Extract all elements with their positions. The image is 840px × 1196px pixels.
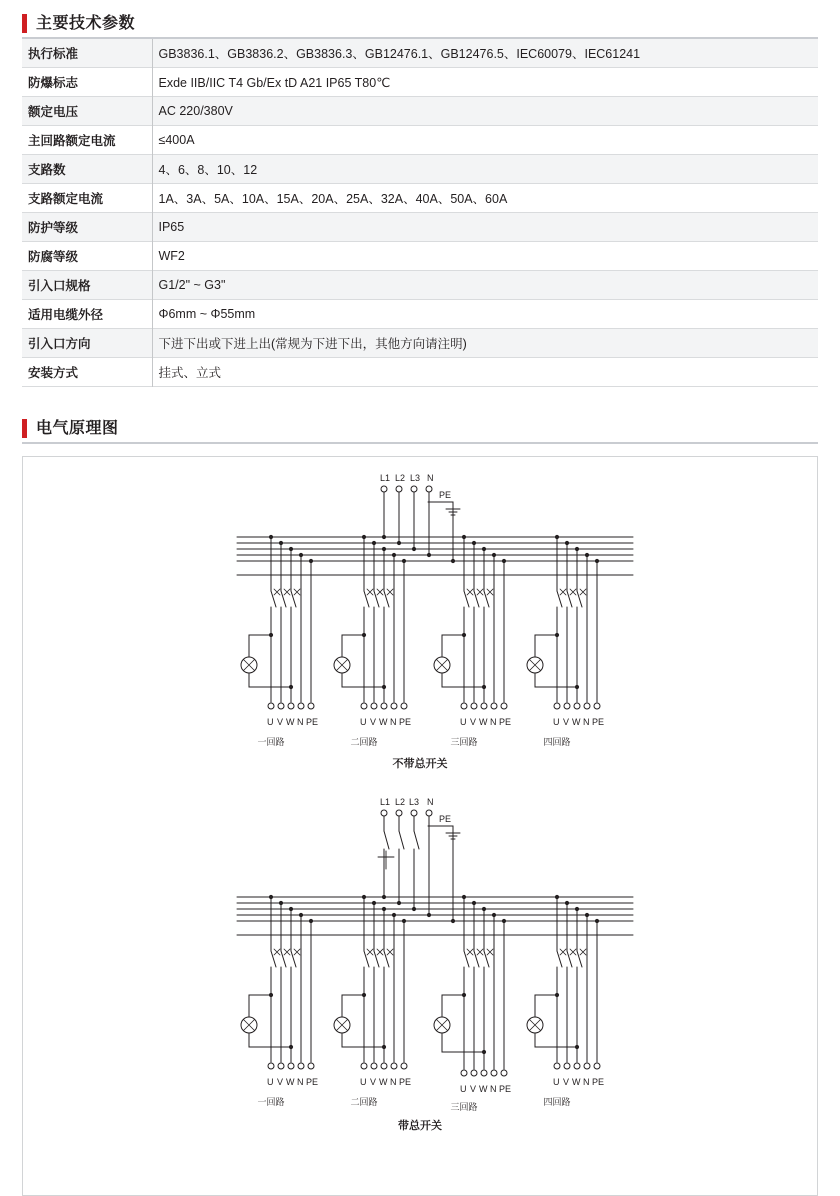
supply-label-l3: L3 — [409, 797, 420, 807]
supply-label-l2: L2 — [395, 473, 406, 483]
svg-text:PE: PE — [592, 1077, 605, 1087]
spec-value: GB3836.1、GB3836.2、GB3836.3、GB12476.1、GB12476.5、IEC60079、IEC61241 — [152, 39, 818, 68]
svg-text:V: V — [370, 717, 377, 727]
spec-key: 适用电缆外径 — [28, 308, 104, 322]
supply-terminal — [381, 486, 387, 492]
main-switch-blade — [414, 831, 419, 849]
main-switch-handle-icon — [378, 851, 394, 869]
supply-terminal — [381, 810, 387, 816]
table-row — [22, 39, 818, 68]
specs-section-header — [22, 0, 818, 39]
supply-label-l2: L2 — [395, 797, 406, 807]
output-terminal — [288, 703, 294, 709]
supply-label-l1: L1 — [380, 473, 391, 483]
branch-group-1 — [241, 537, 318, 747]
svg-text:W: W — [479, 1084, 488, 1094]
svg-text:V: V — [470, 1084, 477, 1094]
spec-value: Exde IIB/IIC T4 Gb/Ex tD A21 IP65 T80℃ — [152, 68, 818, 97]
circuit-label-4: 四回路 — [543, 737, 571, 747]
svg-text:PE: PE — [499, 717, 512, 727]
terminal-label-pe: PE — [306, 717, 319, 727]
svg-text:V: V — [470, 717, 477, 727]
svg-text:N: N — [297, 1077, 304, 1087]
circuit-label-2: 二回路 — [350, 737, 378, 747]
diagram-bottom — [237, 797, 633, 1132]
svg-text:U: U — [460, 717, 467, 727]
specs-section-title: 主要技术参数 — [36, 15, 136, 32]
table-row — [22, 97, 818, 126]
diagram-section-title: 电气原理图 — [36, 420, 119, 437]
output-terminal — [268, 703, 274, 709]
spec-value: IP65 — [152, 213, 818, 242]
main-switch-blade — [384, 831, 389, 849]
table-row — [22, 271, 818, 300]
output-terminal — [278, 703, 284, 709]
spec-key: 主回路额定电流 — [28, 134, 116, 148]
supply-terminal — [426, 810, 432, 816]
svg-text:PE: PE — [399, 717, 412, 727]
spec-value: Φ6mm ~ Φ55mm — [152, 300, 818, 329]
branch-group-3 — [434, 537, 511, 747]
pe-wire — [428, 502, 453, 509]
lamp-return — [249, 673, 291, 687]
svg-text:W: W — [379, 1077, 388, 1087]
terminal-label-v: V — [277, 717, 284, 727]
output-terminal — [298, 703, 304, 709]
spec-key: 防护等级 — [28, 221, 79, 235]
svg-text:U: U — [553, 1077, 560, 1087]
diagram-top — [237, 473, 633, 770]
spec-value: 挂式、立式 — [152, 358, 818, 387]
circuit-label-1: 一回路 — [257, 737, 285, 747]
table-row — [22, 184, 818, 213]
svg-text:U: U — [460, 1084, 467, 1094]
spec-key: 引入口方向 — [28, 337, 91, 351]
supply-terminal — [411, 810, 417, 816]
table-row — [22, 213, 818, 242]
lamp-wire — [249, 635, 271, 657]
branch-group-2 — [334, 537, 411, 747]
pe-wire — [428, 826, 453, 833]
spec-key: 防腐等级 — [28, 250, 79, 264]
circuit-label-3: 三回路 — [450, 737, 478, 747]
spec-key: 支路数 — [28, 163, 66, 177]
spec-value: 下进下出或下进上出(常规为下进下出，其他方向请注明) — [152, 329, 818, 358]
svg-text:PE: PE — [306, 1077, 319, 1087]
circuit-label-1: 一回路 — [257, 1097, 285, 1107]
supply-terminal — [396, 810, 402, 816]
svg-text:V: V — [563, 717, 570, 727]
svg-text:W: W — [286, 1077, 295, 1087]
spec-key: 额定电压 — [28, 105, 79, 119]
table-row — [22, 126, 818, 155]
spec-value: ≤400A — [152, 126, 818, 155]
table-row — [22, 358, 818, 387]
main-switch-blade — [399, 831, 404, 849]
supply-label-l3: L3 — [410, 473, 421, 483]
circuit-diagram-panel — [22, 456, 818, 1196]
svg-text:W: W — [572, 1077, 581, 1087]
branch-group-2 — [334, 897, 411, 1107]
terminal-label-u: U — [267, 717, 274, 727]
spec-key: 防爆标志 — [28, 76, 79, 90]
spec-value: G1/2" ~ G3" — [152, 271, 818, 300]
svg-text:PE: PE — [499, 1084, 512, 1094]
table-row — [22, 68, 818, 97]
terminal-label-w: W — [286, 717, 295, 727]
table-row — [22, 155, 818, 184]
svg-text:PE: PE — [399, 1077, 412, 1087]
svg-text:U: U — [360, 717, 367, 727]
svg-text:PE: PE — [592, 717, 605, 727]
svg-text:N: N — [390, 717, 397, 727]
branch-group-1 — [241, 897, 318, 1107]
svg-text:V: V — [277, 1077, 284, 1087]
supply-label-pe: PE — [439, 490, 452, 500]
spec-value: 4、6、8、10、12 — [152, 155, 818, 184]
spec-key: 安装方式 — [28, 366, 79, 380]
circuit-label-3: 三回路 — [450, 1102, 478, 1112]
svg-text:N: N — [490, 717, 497, 727]
svg-text:N: N — [490, 1084, 497, 1094]
table-row — [22, 242, 818, 271]
svg-text:W: W — [479, 717, 488, 727]
svg-text:W: W — [572, 717, 581, 727]
circuit-label-4: 四回路 — [543, 1097, 571, 1107]
output-terminal — [308, 703, 314, 709]
svg-text:U: U — [553, 717, 560, 727]
svg-text:V: V — [370, 1077, 377, 1087]
spec-key: 引入口规格 — [28, 279, 91, 293]
spec-value: AC 220/380V — [152, 97, 818, 126]
accent-bar-icon — [22, 419, 27, 438]
supply-label-n: N — [427, 797, 434, 807]
terminal-label-n: N — [297, 717, 304, 727]
supply-label-n: N — [427, 473, 434, 483]
diagram-bottom-caption: 带总开关 — [398, 1120, 442, 1132]
branch-group-4 — [527, 897, 604, 1107]
svg-text:N: N — [583, 717, 590, 727]
svg-text:N: N — [390, 1077, 397, 1087]
spec-key: 执行标准 — [28, 47, 79, 61]
supply-terminal — [426, 486, 432, 492]
supply-label-l1: L1 — [380, 797, 391, 807]
table-row — [22, 300, 818, 329]
accent-bar-icon — [22, 14, 27, 33]
circuit-diagram-svg — [23, 457, 817, 1195]
svg-text:U: U — [360, 1077, 367, 1087]
branch-group-3 — [434, 897, 511, 1112]
specs-table — [22, 39, 818, 387]
svg-text:U: U — [267, 1077, 274, 1087]
diagram-top-caption: 不带总开关 — [392, 758, 448, 770]
svg-text:W: W — [379, 717, 388, 727]
branch-group-4 — [527, 537, 604, 747]
circuit-label-2: 二回路 — [350, 1097, 378, 1107]
svg-text:N: N — [583, 1077, 590, 1087]
supply-terminal — [396, 486, 402, 492]
table-row — [22, 329, 818, 358]
supply-label-pe: PE — [439, 814, 452, 824]
svg-text:V: V — [563, 1077, 570, 1087]
supply-terminal — [411, 486, 417, 492]
spec-value: WF2 — [152, 242, 818, 271]
diagram-section-header — [22, 405, 818, 444]
spec-value: 1A、3A、5A、10A、15A、20A、25A、32A、40A、50A、60A — [152, 184, 818, 213]
spec-key: 支路额定电流 — [28, 192, 104, 206]
